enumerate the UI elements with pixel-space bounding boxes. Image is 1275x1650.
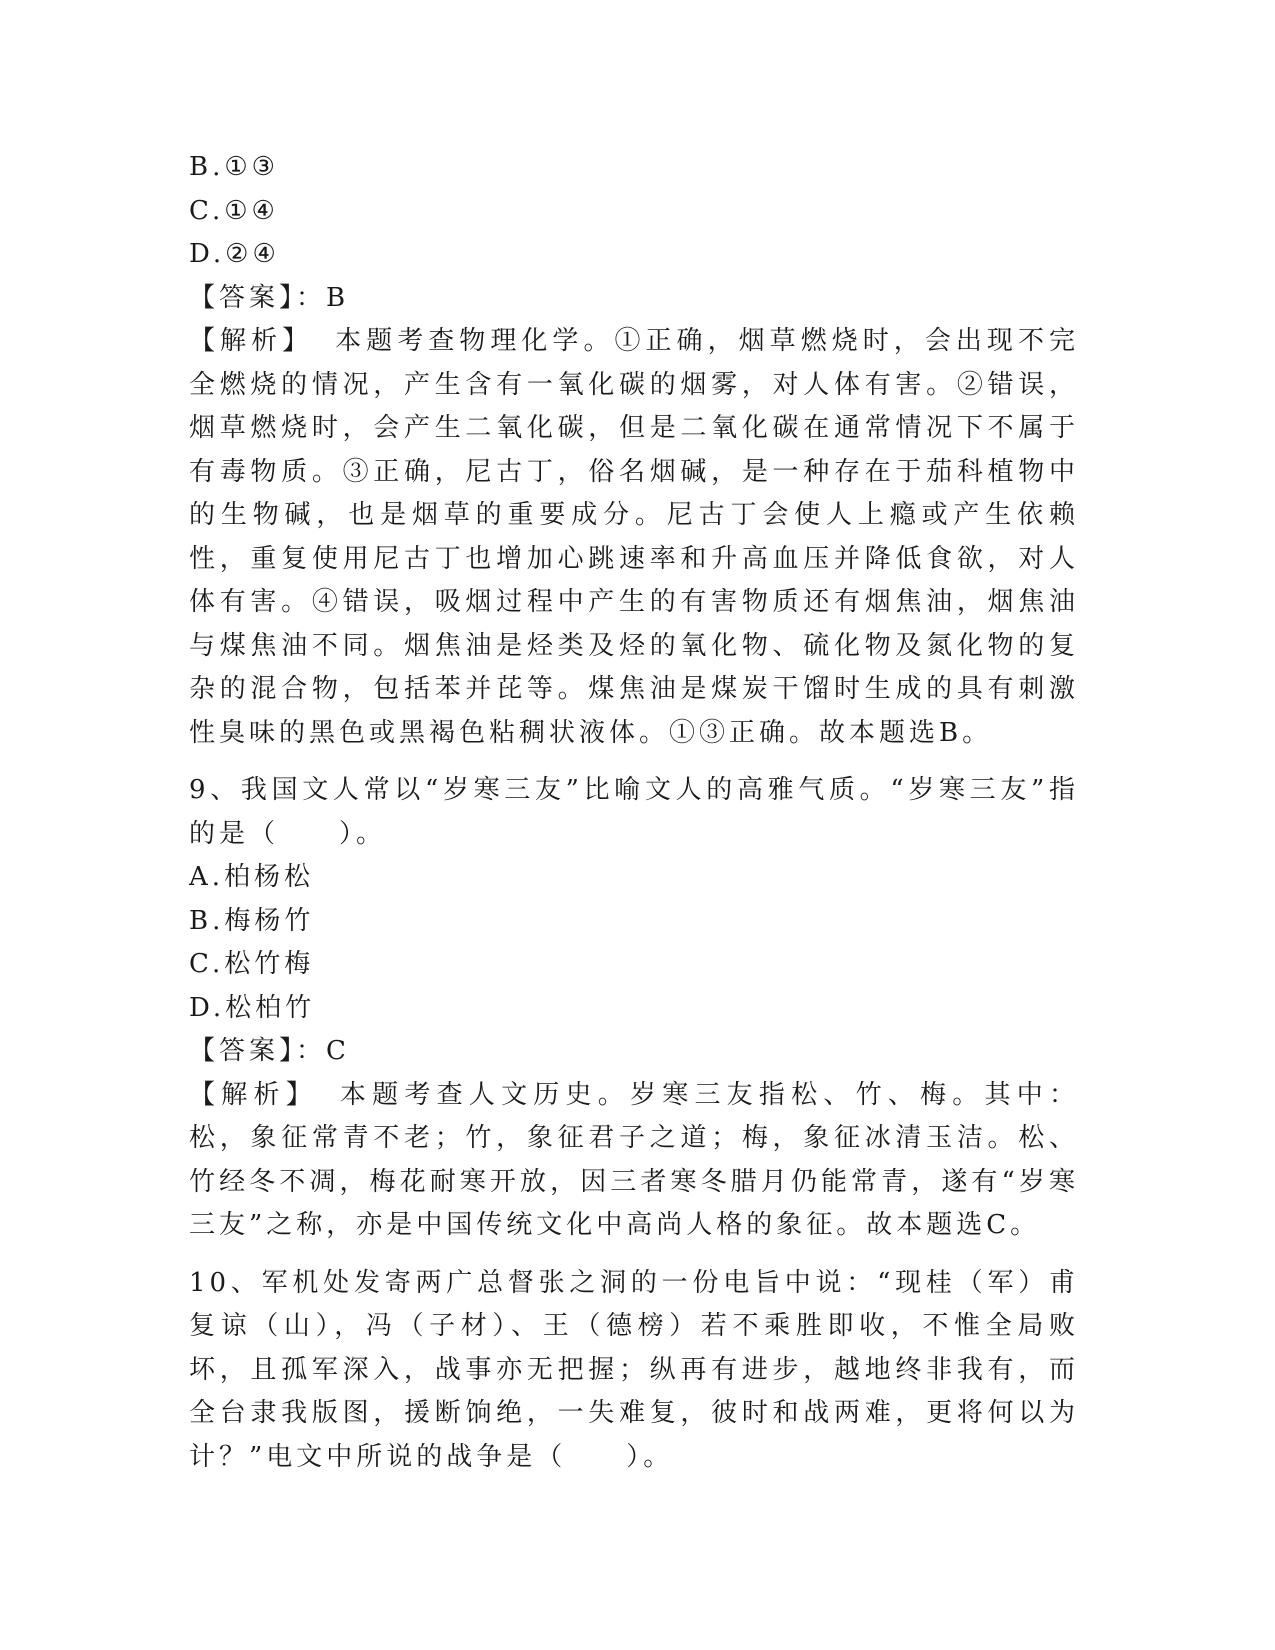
analysis-label: 【解析】 — [189, 1079, 318, 1110]
question-stem: 9、我国文人常以“岁寒三友”比喻文人的高雅气质。“岁寒三友”指的是（ ）。 — [189, 775, 1079, 849]
answer: 【答案】：C — [189, 1036, 350, 1066]
option-d: D.②④ — [189, 239, 280, 269]
answer: 【答案】：B — [189, 282, 350, 313]
option-c: C.①④ — [189, 195, 279, 226]
previous-question-tail — [189, 146, 1079, 755]
question-10 — [189, 1262, 1079, 1480]
analysis-text: 本题考查物理化学。①正确，烟草燃烧时，会出现不完全燃烧的情况，产生含有一氧化碳的烟雾，对人体有害。②错误，烟草燃烧时，会产生二氧化碳，但是二氧化碳在通常情况下不属于有毒物质。③正确，尼古丁，俗名烟碱，是一种存在于茄科植物中的生物碱，也是烟草的重要成分。尼古丁会使人上瘾或产生依赖性，重复使用尼古丁也增加心跳速率和升高血压并降低食欲，对人体有害。④错误，吸烟过程中产生的有害物质还有烟焦油，烟焦油与煤焦油不同。烟焦油是烃类及烃的氧化物、硫化物及氮化物的复杂的混合物，包括苯并芘等。煤焦油是煤炭干馏时生成的具有刺激性臭味的黑色或黑褐色粘稠状液体。①③正确。故本题选B。 — [189, 326, 1079, 748]
question-stem: 10、军机处发寄两广总督张之洞的一份电旨中说：“现桂（军）甫复谅（山），冯（子材）、王（德榜）若不乘胜即收，不惟全局败坏，且孤军深入，战事亦无把握；纵再有进步，越地终非我有，而全台隶我版图，援断饷绝，一失难复，彼时和战两难，更将何以为计？”电文中所说的战争是（ ）。 — [189, 1267, 1079, 1472]
option-d: D.松柏竹 — [189, 992, 316, 1023]
question-9 — [189, 769, 1079, 1248]
analysis-label: 【解析】 — [189, 326, 314, 356]
option-b: B.①③ — [189, 152, 279, 182]
analysis — [189, 1074, 1079, 1248]
option-b: B.梅杨竹 — [189, 905, 315, 936]
option-a: A.柏杨松 — [189, 862, 315, 892]
analysis — [189, 320, 1079, 755]
option-c: C.松竹梅 — [189, 949, 315, 979]
document-page — [189, 146, 1079, 1479]
analysis-text: 本题考查人文历史。岁寒三友指松、竹、梅。其中：松，象征常青不老；竹，象征君子之道；梅，象征冰清玉洁。松、竹经冬不凋，梅花耐寒开放，因三者寒冬腊月仍能常青，遂有“岁寒三友”之称，亦是中国传统文化中高尚人格的象征。故本题选C。 — [189, 1079, 1079, 1240]
